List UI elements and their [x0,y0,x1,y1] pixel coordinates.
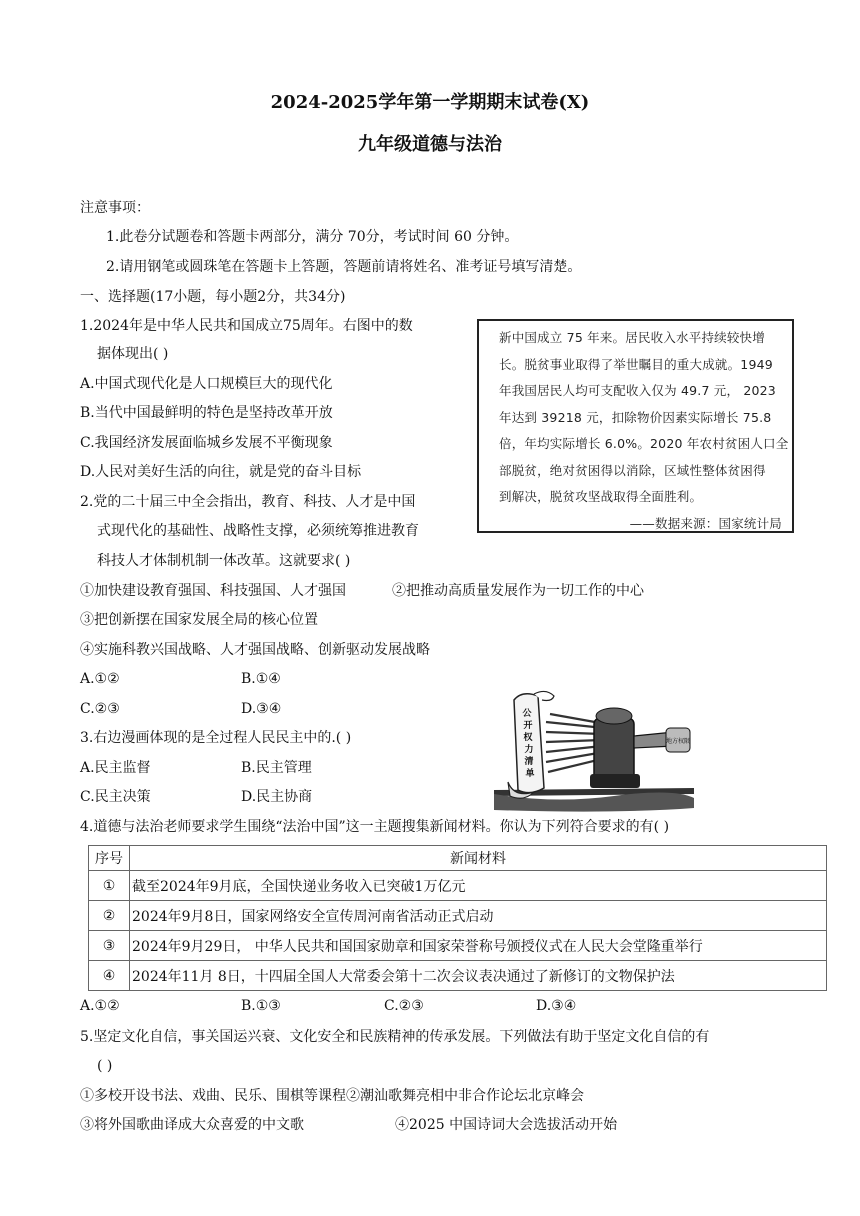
note-item-1: 1.此卷分试题卷和答题卡两部分，满分 70分，考试时间 60 分钟。 [106,229,519,245]
q1-stem-line1: 1.2024年是中华人民共和国成立75周年。右图中的数 [80,318,413,334]
q3-option-a: A.民主监督 [80,760,151,776]
table-cell-no: ③ [89,931,130,961]
table-header-row [89,846,827,871]
table-row [89,931,827,961]
table-cell-news: 2024年11月 8日，十四届全国人大常委会第十二次会议表决通过了新修订的文物保护法 [130,961,827,991]
section-heading: 一、选择题(17小题，每小题2分，共34分) [80,289,346,305]
q4-option-c: C.②③ [384,998,424,1014]
data-box-line: 到解决，脱贫攻坚战取得全面胜利。 [499,489,703,504]
table-cell-news: 截至2024年9月底，全国快递业务收入已突破1万亿元 [130,871,827,901]
q2-item-2: ②把推动高质量发展作为一切工作的中心 [392,583,644,599]
table-row [89,871,827,901]
data-box-line: 新中国成立 75 年来。居民收入水平持续较快增 [499,330,765,345]
q2-stem-line1: 2.党的二十届三中全会指出，教育、科技、人才是中国 [80,494,416,510]
note-item-2: 2.请用钢笔或圆珠笔在答题卡上答题，答题前请将姓名、准考证号填写清楚。 [106,259,582,275]
data-box-line: 长。脱贫事业取得了举世瞩目的重大成就。1949 [499,356,773,372]
q2-option-b: B.①④ [241,671,281,687]
data-box-line: 倍，年均实际增长 6.0%。2020 年农村贫困人口全 [499,436,789,451]
scroll-char: 开 [523,721,533,731]
stamp-label-text: 地方权限 [665,738,691,745]
data-box-line: 部脱贫，绝对贫困得以消除，区域性整体贫困得 [499,462,766,478]
data-box-line: 年我国居民人均可支配收入仅为 49.7 元， 2023 [499,383,776,398]
q1-option-a: A.中国式现代化是人口规模巨大的现代化 [80,376,333,392]
table-cell-no: ④ [89,961,130,991]
table-header-news: 新闻材料 [130,846,827,871]
table-row [89,961,827,991]
q3-option-d: D.民主协商 [241,789,313,805]
q2-item-4: ④实施科教兴国战略、人才强国战略、创新驱动发展战略 [80,642,430,658]
q1-stem-line2: 据体现出( ) [97,346,169,362]
q5-stem-line1: 5.坚定文化自信，事关国运兴衰、文化安全和民族精神的传承发展。下列做法有助于坚定文化自信的有 [80,1029,710,1045]
q2-item-3: ③把创新摆在国家发展全局的核心位置 [80,612,318,628]
table-cell-news: 2024年9月8日，国家网络安全宣传周河南省活动正式启动 [130,901,827,931]
table-header-no: 序号 [89,846,130,871]
q5-stem-line2: ( ) [97,1058,113,1074]
q4-option-b: B.①③ [241,998,281,1014]
stamp-body [594,718,634,782]
q4-option-d: D.③④ [536,998,577,1014]
power-list-cartoon [494,688,694,816]
q1-option-c: C.我国经济发展面临城乡发展不平衡现象 [80,435,333,451]
q1-option-d: D.人民对美好生活的向往，就是党的奋斗目标 [80,464,362,480]
q2-stem-line2: 式现代化的基础性、战略性支撑，必须统筹推进教育 [97,523,419,539]
q5-items-1-2: ①多校开设书法、戏曲、民乐、围棋等课程②潮汕歌舞亮相中非合作论坛北京峰会 [80,1088,584,1104]
data-box-source: ——数据来源：国家统计局 [629,515,782,531]
scroll-char: 单 [525,769,535,779]
scroll-char: 权 [523,733,533,743]
q2-stem-line3: 科技人才体制机制一体改革。这就要求( ) [97,553,351,569]
q5-item-3: ③将外国歌曲译成大众喜爱的中文歌 [80,1117,304,1133]
statistics-data-box [477,319,794,533]
q3-option-c: C.民主决策 [80,789,151,805]
q2-option-d: D.③④ [241,701,282,717]
table-cell-no: ② [89,901,130,931]
stamp-base [590,774,640,788]
table-cell-no: ① [89,871,130,901]
table-cell-news: 2024年9月29日， 中华人民共和国国家勋章和国家荣誉称号颁授仪式在人民大会堂隆重举行 [130,931,827,961]
q5-item-4: ④2025 中国诗词大会选拔活动开始 [395,1117,618,1133]
exam-subtitle: 九年级道德与法治 [358,134,502,155]
q3-option-b: B.民主管理 [241,760,312,776]
scroll-char: 力 [524,745,534,755]
stamp-top [596,708,632,724]
notes-heading: 注意事项： [80,200,150,216]
scroll-char: 清 [524,757,534,767]
q4-option-a: A.①② [80,998,120,1014]
q2-item-1: ①加快建设教育强国、科技强国、人才强国 [80,583,346,599]
scroll-char: 公 [522,709,532,719]
q4-stem: 4.道德与法治老师要求学生围绕“法治中国”这一主题搜集新闻材料。你认为下列符合要求的有( ) [80,819,670,835]
q2-option-a: A.①② [80,671,120,687]
table-row [89,901,827,931]
q1-option-b: B.当代中国最鲜明的特色是坚持改革开放 [80,405,333,421]
q2-option-c: C.②③ [80,701,120,717]
news-table [88,845,827,991]
data-box-line: 年达到 39218 元，扣除物价因素实际增长 75.8 [499,409,772,425]
exam-title: 2024-2025学年第一学期期末试卷(X) [270,92,590,113]
q3-stem: 3.右边漫画体现的是全过程人民民主中的.( ) [80,730,352,746]
